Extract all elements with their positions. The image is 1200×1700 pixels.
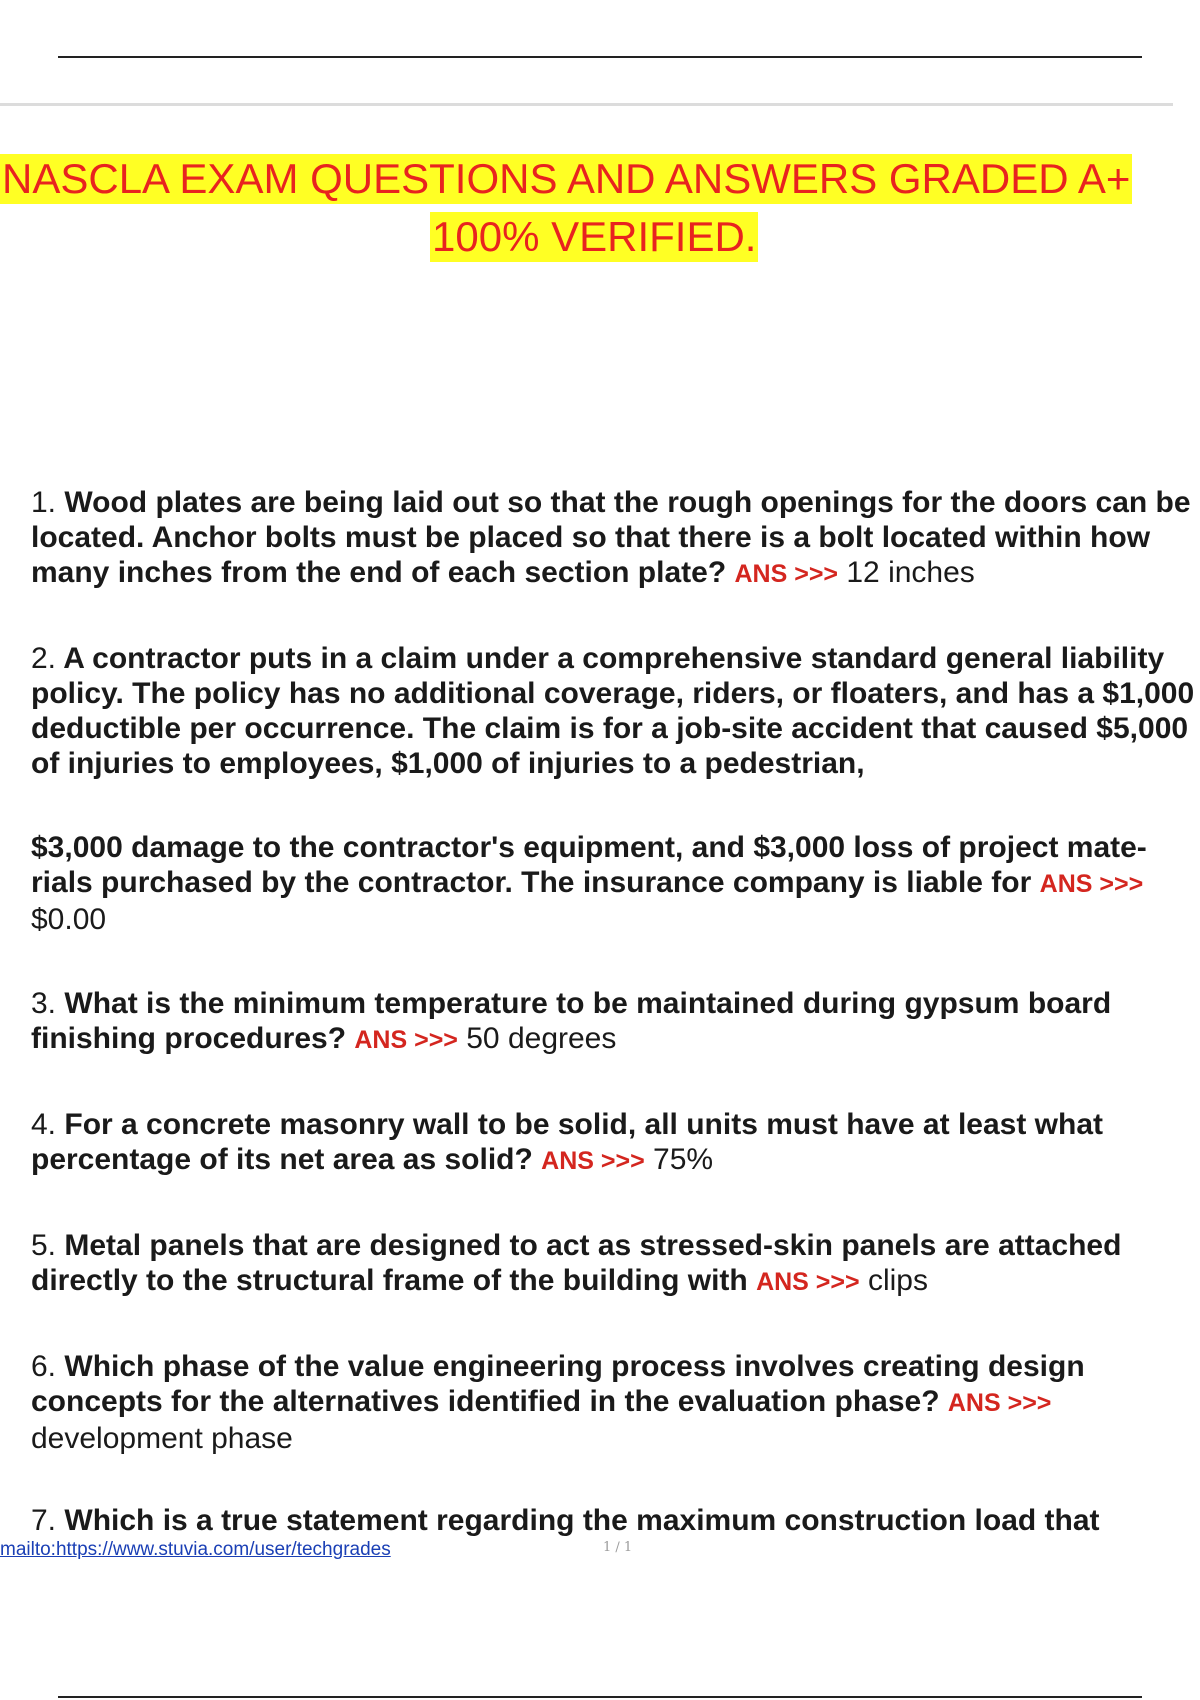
question-text: $3,000 damage to the contractor's equipment, and $3,000 loss of project mate-rials purchased by the contractor. The insurance company is liable for — [31, 831, 1147, 899]
question-text: A contractor puts in a claim under a comprehensive standard general liability policy. The policy has no additional coverage, riders, or floaters, and has a $1,000 deductible per occurrence. The claim is for a job-site accident that caused $5,000 of injuries to employees, $1,000 of injuries to a pedestrian, — [31, 642, 1195, 780]
questions-body — [31, 485, 1200, 1545]
answer-text: clips — [867, 1264, 928, 1297]
question-number: 7. — [31, 1504, 57, 1537]
question-5 — [31, 1228, 1200, 1300]
question-text: Which is a true statement regarding the maximum construction load that — [64, 1504, 1100, 1537]
answer-text: development phase — [31, 1422, 293, 1455]
bottom-rule — [58, 1696, 1142, 1698]
question-6 — [31, 1349, 1200, 1456]
question-text: Metal panels that are designed to act as stressed-skin panels are attached directly to the structural frame of the building with — [31, 1229, 1122, 1297]
question-1 — [31, 485, 1200, 592]
question-text: Which phase of the value engineering process involves creating design concepts for the alternatives identified in the evaluation phase? — [31, 1350, 1085, 1418]
top-rule — [58, 56, 1142, 58]
ans-marker: ANS >>> — [734, 560, 839, 588]
question-number: 1. — [31, 486, 57, 519]
question-4 — [31, 1107, 1200, 1179]
question-text: Wood plates are being laid out so that the rough openings for the doors can be located. Anchor bolts must be placed so that there is a bolt located within how many inches from the end of each section plate? — [31, 486, 1191, 589]
question-3 — [31, 986, 1200, 1058]
title-line-2: 100% VERIFIED. — [432, 213, 757, 260]
title-line-1: NASCLA EXAM QUESTIONS AND ANSWERS GRADED A+ — [2, 155, 1131, 202]
answer-text: 12 inches — [846, 556, 975, 589]
answer-text: 75% — [653, 1143, 714, 1176]
ans-marker: ANS >>> — [1039, 870, 1144, 898]
question-text: For a concrete masonry wall to be solid, all units must have at least what percentage of its net area as solid? — [31, 1108, 1103, 1176]
answer-text: $0.00 — [31, 903, 107, 936]
answer-text: 50 degrees — [466, 1022, 617, 1055]
question-7 — [31, 1503, 1200, 1538]
question-number: 4. — [31, 1108, 57, 1141]
question-2 — [31, 641, 1200, 781]
question-number: 2. — [31, 642, 57, 675]
stuvia-user-link[interactable]: mailto:https://www.stuvia.com/user/techgrades — [0, 1539, 391, 1560]
question-2-continued — [31, 830, 1200, 937]
question-number: 3. — [31, 987, 57, 1020]
header-divider — [0, 103, 1173, 106]
page-number: 1 / 1 — [603, 1540, 633, 1555]
question-number: 6. — [31, 1350, 57, 1383]
ans-marker: ANS >>> — [541, 1147, 645, 1175]
question-number: 5. — [31, 1229, 57, 1262]
ans-marker: ANS >>> — [947, 1389, 1052, 1417]
ans-marker: ANS >>> — [354, 1026, 458, 1054]
ans-marker: ANS >>> — [756, 1268, 860, 1296]
question-text: What is the minimum temperature to be maintained during gypsum board finishing procedures? — [31, 987, 1112, 1055]
